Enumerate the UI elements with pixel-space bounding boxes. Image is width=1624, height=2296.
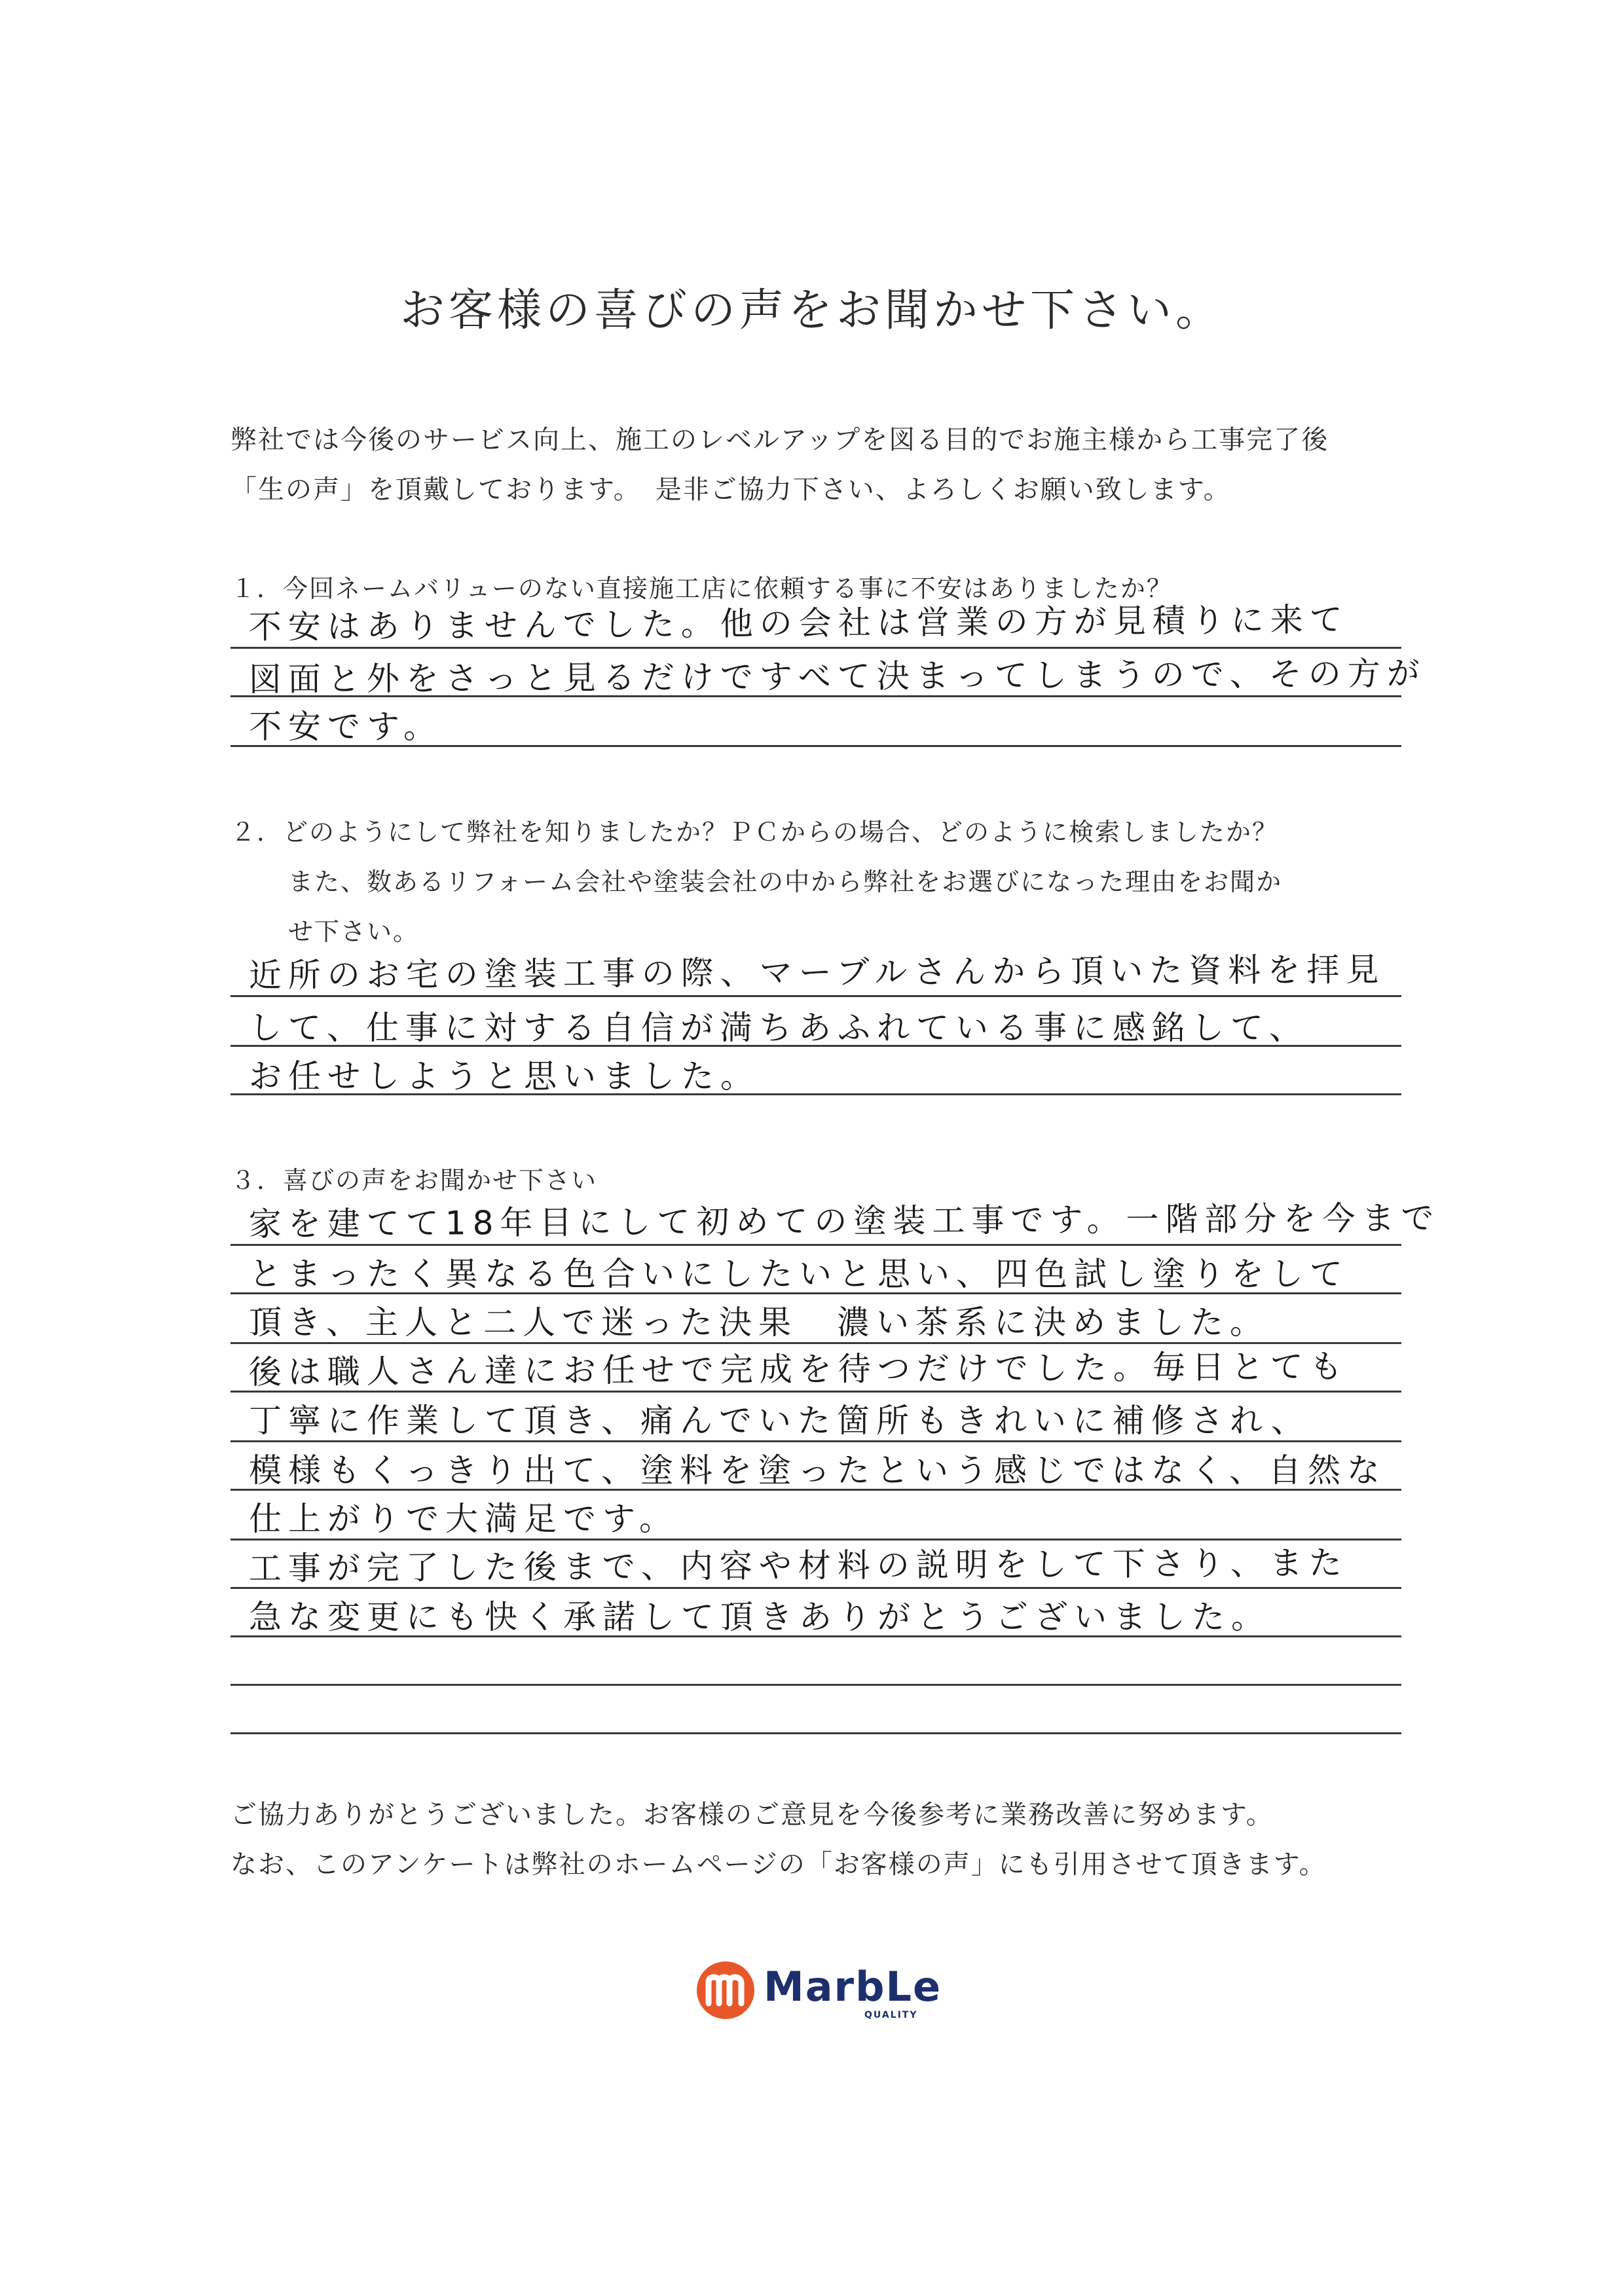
answer-rule — [231, 745, 1401, 747]
answer-3-line-4: 後は職人さん達にお任せで完成を待つだけでした。毎日とても — [248, 1347, 1349, 1391]
answer-rule — [231, 995, 1401, 997]
answer-1-line-2: 図面と外をさっと見るだけですべて決まってしまうので、その方が — [248, 654, 1426, 699]
answer-rule — [231, 695, 1401, 697]
answer-3-line-1: 家を建てて18年目にして初めての塗装工事です。一階部分を今まで — [248, 1199, 1441, 1243]
answer-rule — [231, 1587, 1401, 1589]
intro-line-1: 弊社では今後のサービス向上、施工のレベルアップを図る目的でお施主様から工事完了後 — [231, 425, 1329, 455]
answer-3-line-6: 模様もくっきり出て、塗料を塗ったという感じではなく、自然な — [249, 1451, 1386, 1489]
answer-rule — [231, 1244, 1401, 1246]
question-2-line-1: ２．どのようにして弊社を知りましたか？ＰＣからの場合、どのように検索しましたか？ — [231, 818, 1279, 847]
answer-rule — [231, 1045, 1401, 1047]
question-2-line-2: また、数あるリフォーム会社や塗装会社の中から弊社をお選びになった理由をお聞か — [288, 867, 1283, 896]
answer-rule — [231, 1489, 1401, 1491]
answer-rule — [231, 1440, 1401, 1442]
intro-line-2: 「生の声」を頂戴しております。 是非ご協力下さい、よろしくお願い致します。 — [231, 475, 1231, 505]
answer-1-line-1: 不安はありませんでした。他の会社は営業の方が見積りに来て — [248, 600, 1349, 647]
question-2-line-3: せ下さい。 — [288, 917, 420, 946]
answer-3-line-8: 工事が完了した後まで、内容や材料の説明をして下さり、また — [248, 1544, 1348, 1588]
logo-mark-icon — [697, 1961, 754, 2019]
answer-rule — [231, 1391, 1401, 1393]
logo-tagline: QUALITY — [864, 2010, 918, 2020]
answer-3-line-3: 頂き、主人と二人で迷った決果 濃い茶系に決めました。 — [249, 1303, 1269, 1341]
question-3: ３．喜びの声をお聞かせ下さい — [231, 1166, 598, 1195]
closing-line-1: ご協力ありがとうございました。お客様のご意見を今後参考に業務改善に努めます。 — [231, 1800, 1274, 1830]
logo-wordmark: MarbLe — [764, 1963, 942, 2011]
answer-3-line-7: 仕上がりで大満足です。 — [249, 1500, 678, 1538]
answer-rule — [231, 1732, 1401, 1734]
answer-3-line-2: とまったく異なる色合いにしたいと思い、四色試し塗りをして — [249, 1255, 1349, 1293]
question-1: １．今回ネームバリューのない直接施工店に依頼する事に不安はありましたか？ — [231, 574, 1173, 603]
answer-3-line-9: 急な変更にも快く承諾して頂きありがとうございました。 — [249, 1598, 1270, 1636]
closing-line-2: なお、このアンケートは弊社のホームページの「お客様の声」にも引用させて頂きます。 — [231, 1850, 1327, 1880]
answer-1-line-3: 不安です。 — [249, 708, 443, 746]
page-title: お客様の喜びの声をお聞かせ下さい。 — [399, 285, 1224, 337]
answer-rule — [231, 1684, 1401, 1686]
answer-2-line-3: お任せしようと思いました。 — [249, 1057, 760, 1095]
answer-2-line-1: 近所のお宅の塗装工事の際、マーブルさんから頂いた資料を拝見 — [248, 950, 1386, 994]
answer-3-line-5: 丁寧に作業して頂き、痛んでいた箇所もきれいに補修され、 — [249, 1402, 1310, 1440]
answer-rule — [231, 1635, 1401, 1637]
answer-2-line-2: して、仕事に対する自信が満ちあふれている事に感銘して、 — [249, 1009, 1308, 1047]
marble-logo — [693, 1958, 942, 2023]
answer-rule — [231, 1292, 1401, 1294]
answer-rule — [231, 1093, 1401, 1095]
